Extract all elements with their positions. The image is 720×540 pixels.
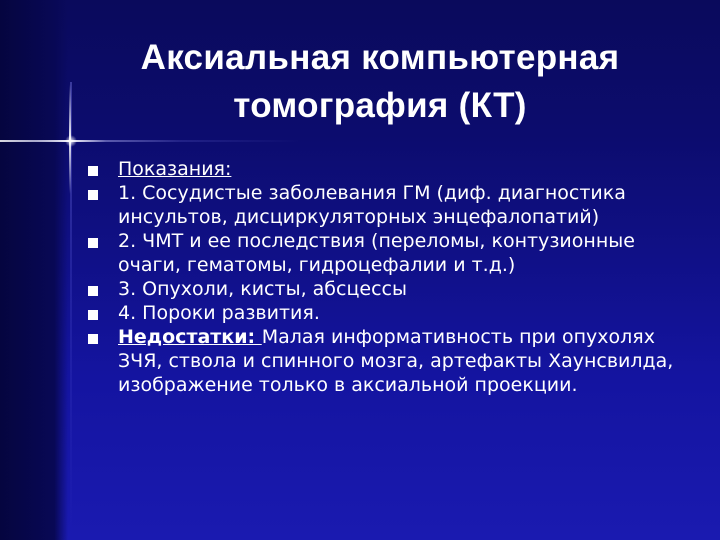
- bullet-item-malformations: [86, 301, 686, 325]
- square-bullet-icon: [88, 310, 98, 320]
- bullet-item-vascular: [86, 181, 686, 229]
- bullet-item-tumors: [86, 277, 686, 301]
- bullet-lead: Недостатки:: [118, 326, 262, 348]
- slide-title: [80, 34, 680, 130]
- square-bullet-icon: [88, 286, 98, 296]
- bullet-text: 3. Опухоли, кисты, абсцессы: [118, 278, 407, 300]
- bullet-text: 1. Сосудистые заболевания ГМ (диф. диагностика инсультов, дисциркуляторных энцефалопатий): [118, 182, 626, 228]
- left-decor-band: [0, 0, 68, 540]
- bullet-list: [86, 157, 686, 397]
- bullet-text: 4. Пороки развития.: [118, 302, 320, 324]
- bullet-item-drawbacks: [86, 325, 686, 397]
- bullet-item-indications: [86, 157, 686, 181]
- bullet-text: 2. ЧМТ и ее последствия (переломы, контузионные очаги, гематомы, гидроцефалии и т.д.): [118, 230, 635, 276]
- square-bullet-icon: [88, 166, 98, 176]
- title-line: Аксиальная компьютерная: [140, 38, 620, 77]
- square-bullet-icon: [88, 190, 98, 200]
- square-bullet-icon: [88, 238, 98, 248]
- bullet-text: Малая информативность при опухолях ЗЧЯ, ствола и спинного мозга, артефакты Хаунсвилда, изображение только в аксиальной проекции.: [118, 326, 674, 396]
- bullet-item-trauma: [86, 229, 686, 277]
- bullet-lead: Показания:: [118, 158, 232, 180]
- title-line: томография (КТ): [233, 86, 527, 125]
- sparkle-icon: [65, 135, 77, 147]
- square-bullet-icon: [88, 334, 98, 344]
